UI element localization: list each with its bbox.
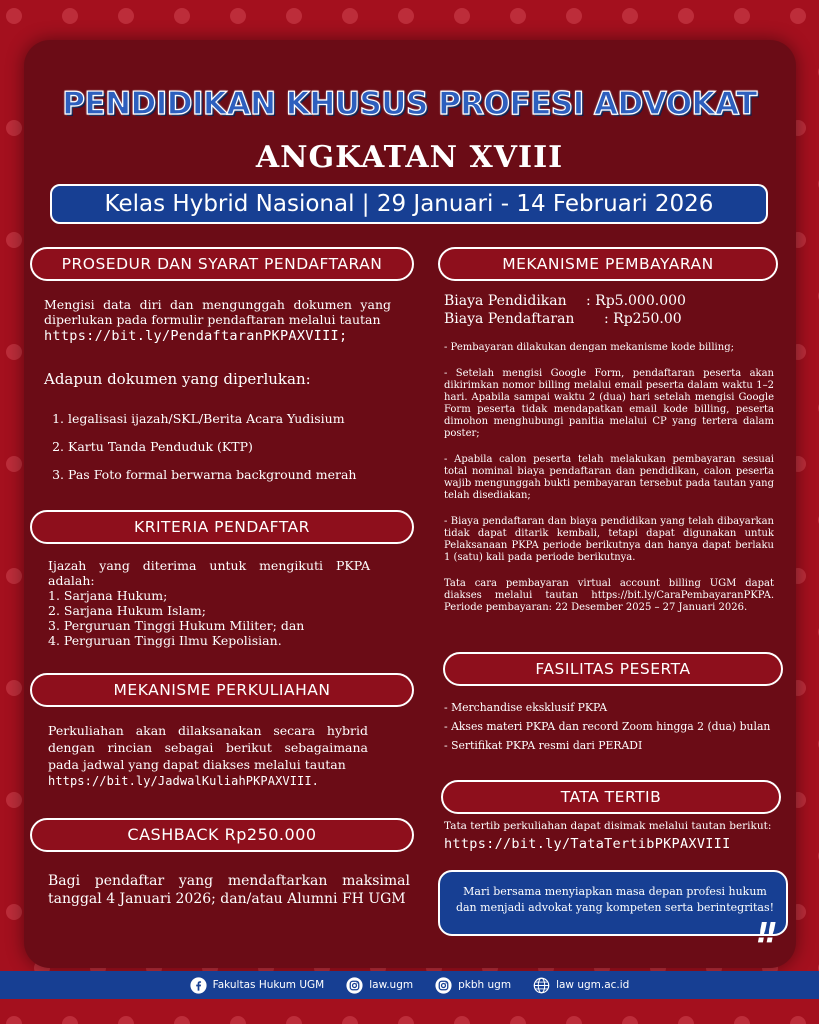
globe-icon bbox=[533, 977, 550, 994]
pattern-dot bbox=[678, 8, 694, 24]
jadwal-link[interactable]: https://bit.ly/JadwalKuliahPKPAXVIII. bbox=[48, 774, 320, 788]
pattern-dot bbox=[6, 1016, 22, 1024]
docs-item: 2. Kartu Tanda Penduduk (KTP) bbox=[68, 440, 406, 454]
pembayaran-paragraph: - Setelah mengisi Google Form, pendaftaran peserta akan dikirimkan nomor billing melalui email peserta dalam waktu 1–2 hari. Apabila sampai waktu 2 (dua) hari setelah mengisi Google Form peserta tidak mendapatkan email kode billing, peserta dimohon menghubungi panitia melalui CP yang tertera dalam poster; bbox=[444, 368, 774, 439]
fee-pendidikan-value: : Rp5.000.000 bbox=[586, 293, 686, 309]
docs-list bbox=[46, 412, 406, 496]
pattern-dot bbox=[734, 1016, 750, 1024]
pattern-dot bbox=[6, 120, 22, 136]
pattern-dot bbox=[286, 8, 302, 24]
pattern-dot bbox=[6, 344, 22, 360]
perkuliahan-section bbox=[48, 722, 368, 790]
kriteria-item: 3. Perguruan Tinggi Hukum Militer; dan bbox=[48, 618, 305, 633]
tata-tertib-link[interactable]: https://bit.ly/TataTertibPKPAXVIII bbox=[444, 836, 731, 852]
kriteria-item: 1. Sarjana Hukum; bbox=[48, 588, 168, 603]
pattern-dot bbox=[454, 8, 470, 24]
footer-instagram-label: pkbh ugm bbox=[458, 979, 512, 991]
pattern-dot bbox=[6, 904, 22, 920]
pattern-dot bbox=[230, 8, 246, 24]
pattern-dot bbox=[790, 1016, 806, 1024]
pattern-dot bbox=[678, 1016, 694, 1024]
page-subtitle: ANGKATAN XVIII bbox=[255, 140, 564, 175]
pattern-dot bbox=[174, 8, 190, 24]
cashback-text: Bagi pendaftar yang mendaftarkan maksimal tanggal 4 Januari 2026; dan/atau Alumni FH UGM bbox=[48, 873, 410, 907]
pembayaran-paragraph: - Pembayaran dilakukan dengan mekanisme kode billing; bbox=[444, 342, 734, 353]
pattern-dot bbox=[622, 8, 638, 24]
footer-instagram-law[interactable] bbox=[346, 977, 413, 994]
pattern-dot bbox=[118, 1016, 134, 1024]
pembayaran-paragraph: - Apabila calon peserta telah melakukan pembayaran sesuai total nominal biaya pendaftaran dan pendidikan, calon peserta wajib mengunggah bukti pembayaran tersebut pada tautan yang telah disediakan; bbox=[444, 454, 774, 501]
footer-instagram-pkbh[interactable] bbox=[435, 977, 511, 994]
pattern-dot bbox=[566, 8, 582, 24]
fasilitas-list bbox=[444, 701, 789, 758]
prosedur-intro: Mengisi data diri dan mengunggah dokumen yang diperlukan pada formulir pendaftaran melalui tautan bbox=[44, 297, 391, 327]
kriteria-item: 2. Sarjana Hukum Islam; bbox=[48, 603, 206, 618]
fasilitas-item: - Merchandise eksklusif PKPA bbox=[444, 701, 608, 714]
footer-instagram-label: law.ugm bbox=[369, 979, 414, 991]
pattern-dot bbox=[454, 1016, 470, 1024]
tata-tertib-text: Tata tertib perkuliahan dapat disimak melalui tautan berikut: bbox=[444, 820, 772, 832]
pattern-dot bbox=[62, 8, 78, 24]
date-banner: Kelas Hybrid Nasional | 29 Januari - 14 Februari 2026 bbox=[50, 184, 768, 224]
cashback-heading: CASHBACK Rp250.000 bbox=[30, 818, 414, 852]
fee-pendaftaran-label: Biaya Pendaftaran bbox=[444, 311, 575, 327]
pattern-dot bbox=[6, 792, 22, 808]
pattern-dot bbox=[622, 1016, 638, 1024]
kriteria-intro: Ijazah yang diterima untuk mengikuti PKPA adalah: bbox=[48, 558, 370, 588]
pattern-dot bbox=[6, 8, 22, 24]
pattern-dot bbox=[6, 232, 22, 248]
docs-item: 1. legalisasi ijazah/SKL/Berita Acara Yudisium bbox=[68, 412, 406, 426]
pattern-dot bbox=[734, 8, 750, 24]
prosedur-heading: PROSEDUR DAN SYARAT PENDAFTARAN bbox=[30, 247, 414, 281]
pattern-dot bbox=[62, 1016, 78, 1024]
footer bbox=[0, 971, 819, 999]
pattern-dot bbox=[342, 8, 358, 24]
prosedur-section bbox=[44, 297, 391, 344]
kriteria-section bbox=[48, 558, 370, 648]
footer-facebook-label: Fakultas Hukum UGM bbox=[212, 979, 325, 991]
pembayaran-paragraph: Tata cara pembayaran virtual account billing UGM dapat diakses melalui tautan https://bit.ly/CaraPembayaranPKPA. Periode pembayaran: 22 Desember 2025 – 27 Januari 2026. bbox=[444, 578, 774, 613]
instagram-icon bbox=[435, 977, 452, 994]
pembayaran-heading: MEKANISME PEMBAYARAN bbox=[438, 247, 778, 281]
tata-tertib-heading: TATA TERTIB bbox=[441, 780, 781, 814]
exclamation-mark: !! bbox=[756, 916, 774, 949]
pattern-dot bbox=[398, 1016, 414, 1024]
fee-pendaftaran-value: : Rp250.00 bbox=[604, 311, 682, 327]
pattern-dot bbox=[286, 1016, 302, 1024]
fasilitas-item: - Akses materi PKPA dan record Zoom hingga 2 (dua) bulan bbox=[444, 720, 771, 733]
kriteria-item: 4. Perguruan Tinggi Ilmu Kepolisian. bbox=[48, 633, 282, 648]
pattern-dot bbox=[510, 1016, 526, 1024]
footer-facebook[interactable] bbox=[190, 977, 325, 994]
footer-website[interactable] bbox=[533, 977, 629, 994]
footer-website-label: law ugm.ac.id bbox=[556, 979, 630, 991]
kriteria-heading: KRITERIA PENDAFTAR bbox=[30, 510, 414, 544]
page-title: PENDIDIKAN KHUSUS PROFESI ADVOKAT bbox=[62, 86, 757, 122]
pendaftaran-link[interactable]: https://bit.ly/PendaftaranPKPAXVIII; bbox=[44, 328, 348, 344]
pattern-dot bbox=[6, 680, 22, 696]
fasilitas-heading: FASILITAS PESERTA bbox=[443, 652, 783, 686]
instagram-icon bbox=[346, 977, 363, 994]
pembayaran-details bbox=[444, 342, 774, 628]
fasilitas-item: - Sertifikat PKPA resmi dari PERADI bbox=[444, 739, 643, 752]
tata-tertib-section bbox=[444, 820, 784, 851]
pattern-dot bbox=[790, 8, 806, 24]
fees bbox=[444, 292, 784, 328]
pattern-dot bbox=[174, 1016, 190, 1024]
pattern-dot bbox=[510, 8, 526, 24]
pattern-dot bbox=[398, 8, 414, 24]
perkuliahan-text: Perkuliahan akan dilaksanakan secara hybrid dengan rincian sebagai berikut sebagaimana pada jadwal yang dapat diakses melalui tautan bbox=[48, 723, 368, 772]
pattern-dot bbox=[230, 1016, 246, 1024]
facebook-icon bbox=[190, 977, 207, 994]
fee-pendidikan-label: Biaya Pendidikan bbox=[444, 293, 567, 309]
pattern-dot bbox=[342, 1016, 358, 1024]
pattern-dot bbox=[6, 456, 22, 472]
docs-item: 3. Pas Foto formal berwarna background merah bbox=[68, 468, 406, 482]
pattern-dot bbox=[6, 568, 22, 584]
pattern-dot bbox=[566, 1016, 582, 1024]
pattern-dot bbox=[118, 8, 134, 24]
pembayaran-paragraph: - Biaya pendaftaran dan biaya pendidikan yang telah dibayarkan tidak dapat ditarik kembali, tetapi dapat digunakan untuk Pelaksanaan PKPA periode berikutnya dan hanya dapat berlaku 1 (satu) kali pada periode berikutnya. bbox=[444, 516, 774, 563]
perkuliahan-heading: MEKANISME PERKULIAHAN bbox=[30, 673, 414, 707]
closing-message: Mari bersama menyiapkan masa depan profesi hukum dan menjadi advokat yang kompeten serta berintegritas! bbox=[438, 870, 788, 936]
docs-intro: Adapun dokumen yang diperlukan: bbox=[44, 370, 311, 388]
